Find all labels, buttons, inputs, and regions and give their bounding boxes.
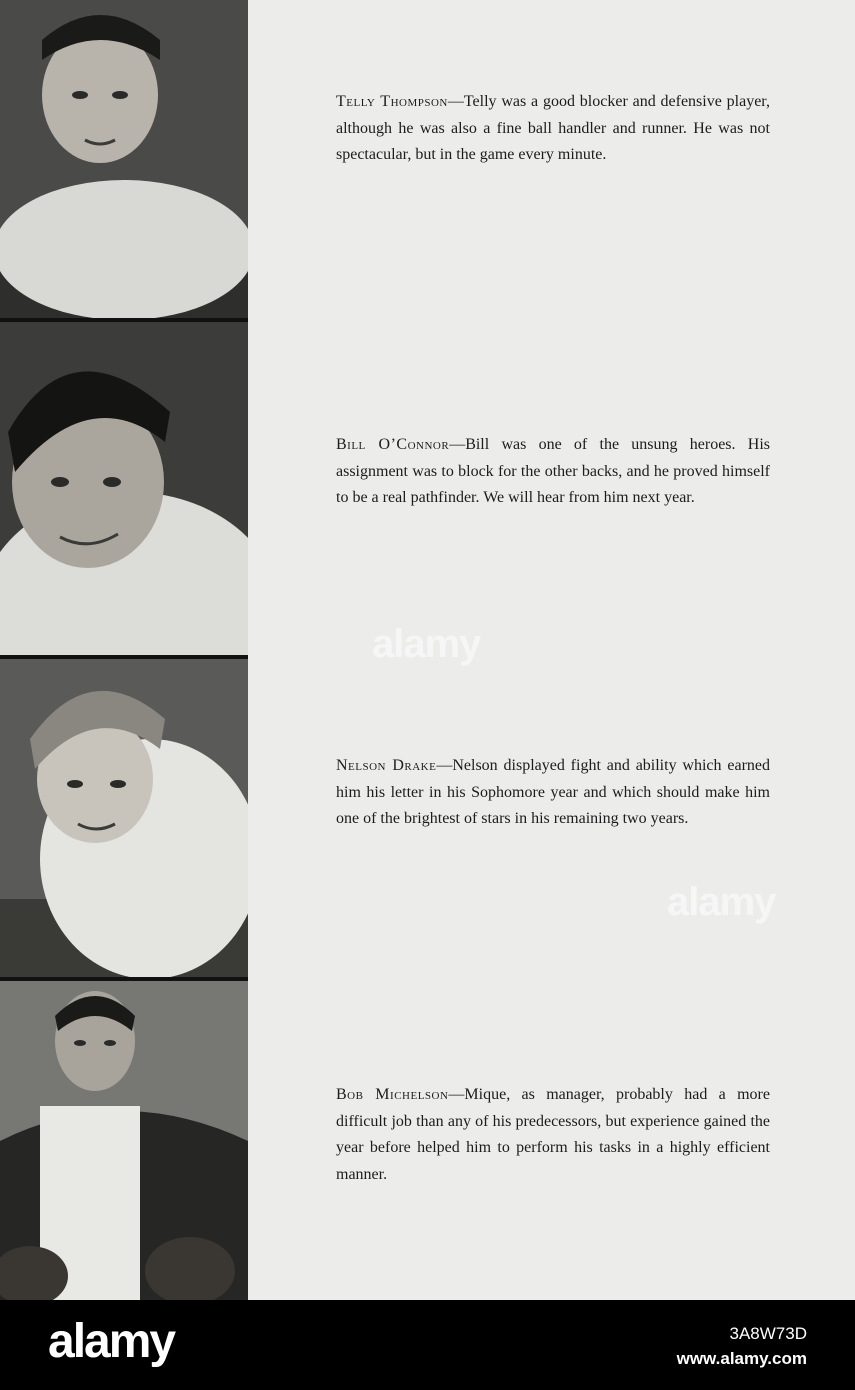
watermark: alamy <box>667 880 776 924</box>
photo-column <box>0 0 248 1300</box>
player-photo-michelson <box>0 981 248 1300</box>
watermark: alamy <box>372 622 481 666</box>
image-id: 3A8W73D <box>729 1324 807 1343</box>
portrait-oconnor-image <box>0 322 248 655</box>
entry-thompson <box>336 89 770 169</box>
alamy-logo: alamy <box>48 1315 175 1368</box>
player-name: Bob Michelson <box>336 1086 449 1103</box>
site-url: www.alamy.com <box>676 1349 807 1368</box>
player-name: Bill O’Connor <box>336 436 450 453</box>
player-description: —Bill was one of the unsung heroes. His assignment was to block for the other backs, and he proved himself to be a real pathfinder. We will hear from him next year. <box>336 436 770 506</box>
player-description: —Mique, as manager, probably had a more difficult job than any of his predecessors, but experience gained the year before helped him to perform his tasks in a highly efficient manner. <box>336 1086 770 1183</box>
player-name: Nelson Drake <box>336 757 437 774</box>
player-photo-drake <box>0 659 248 977</box>
portrait-drake-image <box>0 659 248 977</box>
entry-oconnor <box>336 432 770 512</box>
portrait-michelson-image <box>0 981 248 1300</box>
stock-footer <box>0 1300 855 1390</box>
player-description: —Telly was a good blocker and defensive player, although he was also a fine ball handler and runner. He was not spectacular, but in the game every minute. <box>336 93 770 163</box>
entry-drake <box>336 753 770 833</box>
player-description: —Nelson displayed fight and ability which earned him his letter in his Sophomore year and which should make him one of the brightest of stars in his remaining two years. <box>336 757 770 827</box>
player-photo-oconnor <box>0 322 248 655</box>
portrait-thompson-image <box>0 0 248 318</box>
player-photo-thompson <box>0 0 248 318</box>
player-name: Telly Thompson <box>336 93 448 110</box>
entry-michelson <box>336 1082 770 1188</box>
